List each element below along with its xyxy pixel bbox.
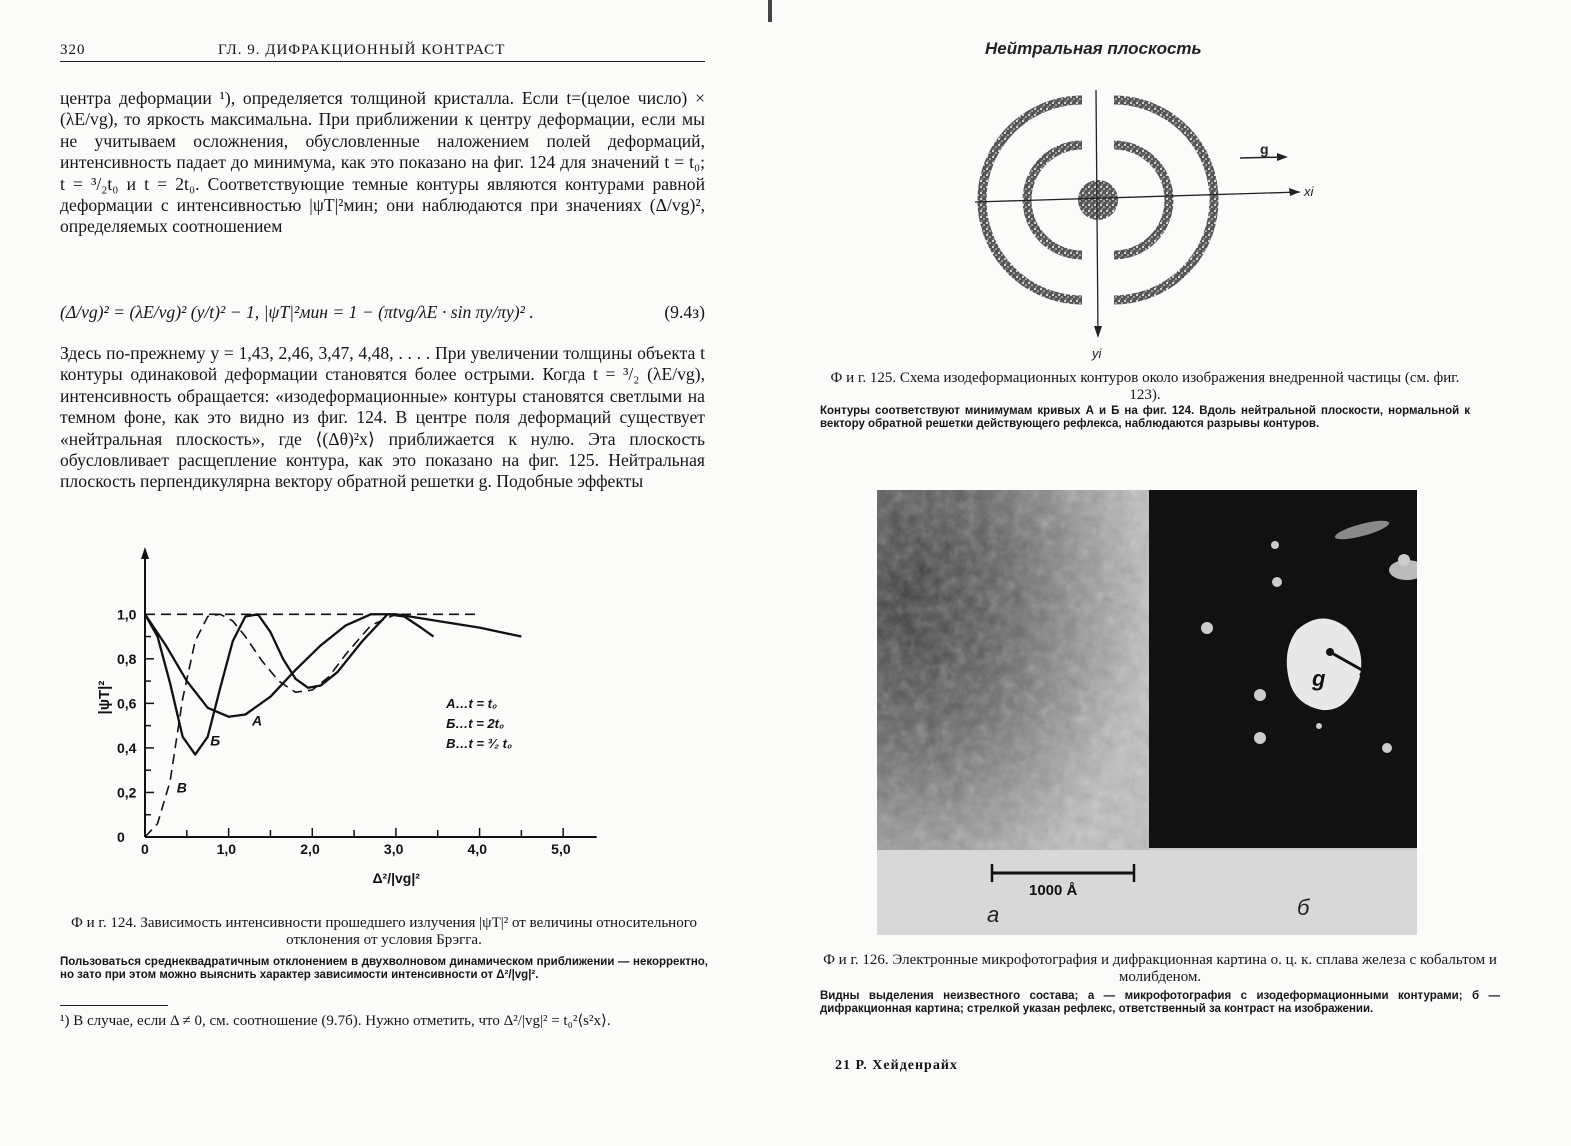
equation-number: (9.4з) — [664, 302, 705, 322]
g-vector-label: g — [1260, 141, 1269, 157]
x-axis-arrow — [1289, 188, 1300, 196]
fig126-caption: Ф и г. 126. Электронные микрофотография и дифракционная картина о. ц. к. сплава железа с кобальтом и молибденом. — [823, 952, 1497, 985]
diffraction-spot — [1254, 689, 1266, 701]
y-tick-label: 0 — [117, 829, 125, 845]
curve-label-A: A — [252, 712, 263, 729]
fig125-diagram — [950, 30, 1510, 370]
legend-entry: В…t = ³⁄₂ t₀ — [446, 735, 513, 751]
equation-9-4z — [60, 290, 705, 338]
panel-a-label: а — [987, 902, 1000, 927]
equation-expression: (Δ/vg)² = (λE/vg)² (y/t)² − 1, |ψT|²мин = 1 − (πtvg/λE · sin πy/πy)² . — [60, 302, 534, 322]
y-tick-label: 0,2 — [117, 784, 137, 801]
x-axis-label: Δ²/|vg|² — [372, 870, 420, 886]
diffraction-spot — [1382, 743, 1392, 753]
footnote: ¹) В случае, если Δ ≠ 0, см. соотношение (9.7б). Нужно отметить, что Δ²/|vg|² = t₀²⟨s²x⟩. — [60, 1013, 611, 1029]
x-tick-label: 1,0 — [216, 841, 237, 857]
x-tick-label: 3,0 — [383, 841, 404, 857]
paragraph-2: Здесь по-прежнему y = 1,43, 2,46, 3,47, 4,48, . . . . При увеличении толщины объекта t контуры одинаковой деформации становятся более острыми. Когда t = ³/₂ (λE/vg), интенсивность обращается: «изодеформационные» контуры становятся светлыми на темном фоне, как это видно из фиг. 124. В центре поля деформаций существует «нейтральная плоскость», где ⟨(Δθ)²x⟩ приближается к нулю. Эта плоскость обусловливает расщепление контура, как это показано на фиг. 125. Нейтральная плоскость перпендикулярна вектору обратной решетки g. Подобные эффекты — [60, 343, 705, 492]
fig126-figure — [877, 490, 1417, 935]
chapter-title: ГЛ. 9. ДИФРАКЦИОННЫЙ КОНТРАСТ — [218, 42, 506, 58]
g-vector-arrow — [1277, 153, 1288, 161]
fig124-note: Пользоваться среднеквадратичным отклонением в двухволновом динамическом приближении — некорректно, но зато при этом можно выяснить характер зависимости интенсивности от Δ²/|vg|². — [60, 956, 708, 981]
curve-label-В: В — [176, 779, 187, 796]
x-axis-label: xi — [1304, 184, 1314, 199]
diffraction-spot — [1272, 577, 1282, 587]
legend-entry: Б…t = 2t₀ — [446, 715, 505, 731]
y-axis-arrow — [141, 547, 149, 559]
curve-label-Б: Б — [210, 732, 221, 749]
binding-mark — [768, 0, 772, 22]
outer-ring-right — [1114, 100, 1214, 300]
page-number: 320 — [60, 42, 86, 58]
y-tick-label: 0,6 — [117, 695, 137, 712]
diffraction-spot — [1316, 723, 1322, 729]
diffraction-spot — [1201, 622, 1213, 634]
y-axis-arrow — [1094, 326, 1102, 338]
y-tick-label: 1,0 — [117, 606, 137, 623]
diffraction-spot — [1398, 554, 1410, 566]
fig125-caption: Ф и г. 125. Схема изодеформационных контуров около изображения внедренной частицы (см. фиг. 123). — [830, 370, 1460, 403]
fig126-g-label: g — [1312, 666, 1326, 691]
panel-a-lower — [877, 850, 1417, 935]
panel-a-texture — [877, 490, 1149, 850]
x-tick-label: 2,0 — [300, 841, 320, 857]
particle-core — [1078, 180, 1118, 220]
running-header — [60, 42, 705, 62]
y-axis-label: yi — [1092, 346, 1102, 361]
y-tick-label: 0,4 — [117, 739, 137, 756]
fig126-images — [877, 490, 1417, 935]
left-page — [0, 0, 780, 1146]
fig125-note: Контуры соответствуют минимумам кривых А и Б на фиг. 124. Вдоль нейтральной плоскости, нормальной к вектору обратной решетки действующего рефлекса, наблюдаются разрывы контуров. — [820, 405, 1470, 430]
fig124-chart — [95, 545, 615, 910]
y-tick-label: 0,8 — [117, 650, 137, 667]
diffraction-spot — [1271, 541, 1279, 549]
panel-b-label: б — [1297, 895, 1310, 920]
signature: 21 Р. Хейденрайх — [835, 1058, 958, 1073]
fig125-neutral-plane-label: Нейтральная плоскость — [985, 39, 1202, 58]
x-tick-label: 0 — [141, 841, 149, 857]
fig126-note: Видны выделения неизвестного состава; а — микрофотография с изодеформационными контурами; б — дифракционная картина; стрелкой указан рефлекс, ответственный за контраст на изображении. — [820, 990, 1500, 1015]
legend-entry: A…t = t₀ — [446, 695, 498, 711]
y-axis-label: |ψT|² — [96, 680, 113, 715]
scale-bar-label: 1000 Å — [1029, 882, 1078, 899]
footnote-divider — [60, 1005, 168, 1006]
paragraph-1: центра деформации ¹), определяется толщиной кристалла. Если t=(целое число) × (λE/vg), то яркость максимальна. При приближении к центру деформации, если мы не учитываем осложнения, обусловленные наложением полей деформаций, интенсивность падает до минимума, как это показано на фиг. 124 для значений t = t₀; t = ³/₂t₀ и t = 2t₀. Соответствующие темные контуры являются контурами равной деформации с интенсивностью |ψT|²мин; они наблюдаются при значениях (Δ/vg)², определяемых соотношением — [60, 88, 705, 237]
diffraction-spot — [1254, 732, 1266, 744]
fig124-caption: Ф и г. 124. Зависимость интенсивности прошедшего излучения |ψT|² от величины относительного отклонения от условия Брэгга. — [71, 915, 697, 948]
x-tick-label: 4,0 — [467, 841, 488, 857]
x-tick-label: 5,0 — [551, 841, 571, 857]
inner-ring-right — [1114, 145, 1169, 255]
panel-b-diffraction — [1149, 490, 1417, 848]
